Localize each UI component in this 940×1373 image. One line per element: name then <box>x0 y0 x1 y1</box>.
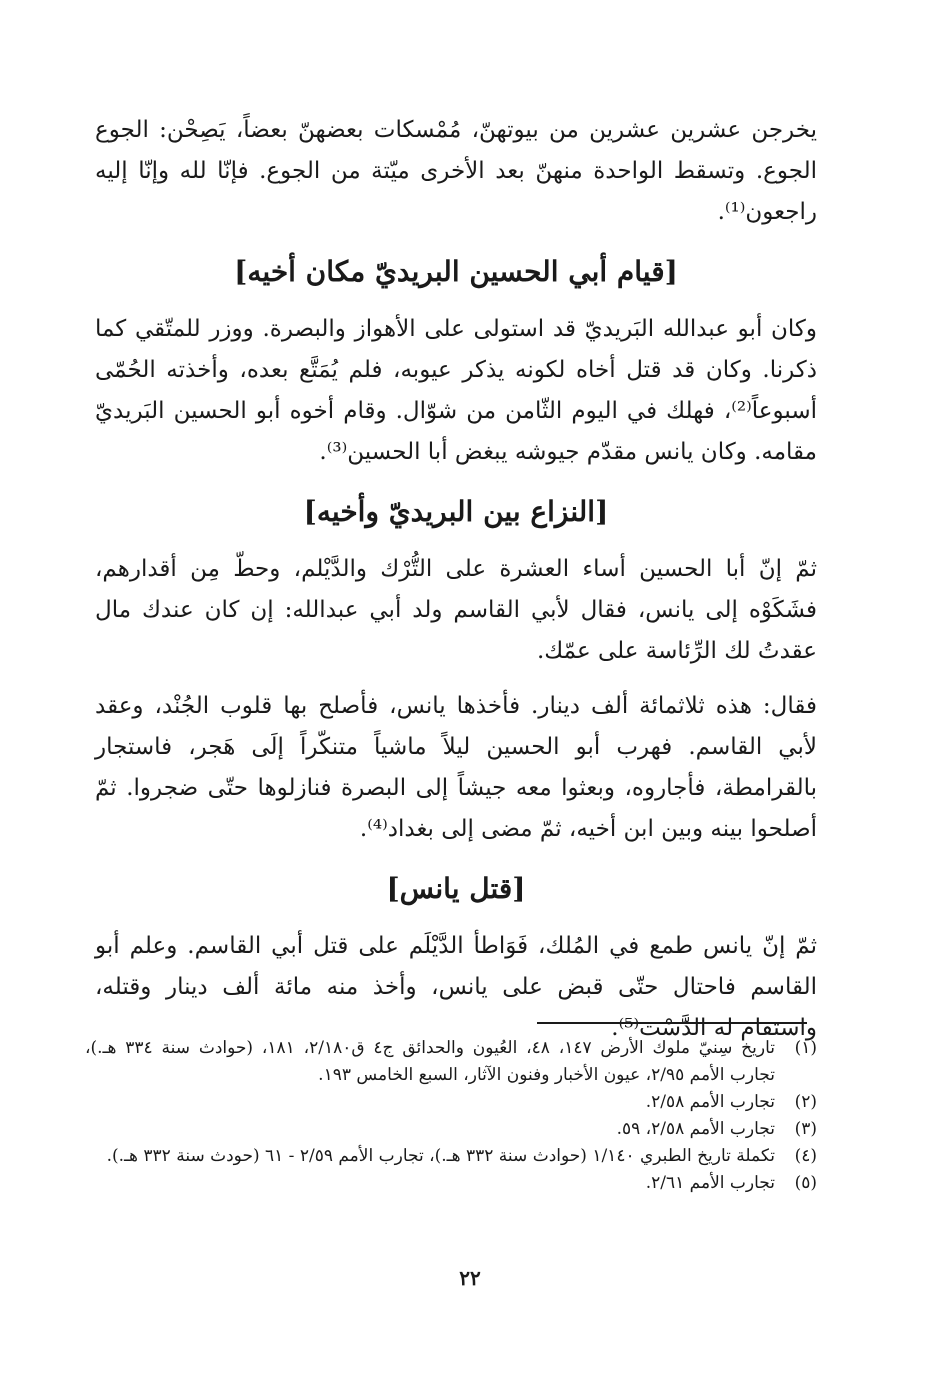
heading-dispute: [النزاع بين البريديّ وأخيه] <box>303 495 609 528</box>
footnote-text: تجارب الأمم ٢/٥٨، ٥٩. <box>616 1119 775 1139</box>
page-number: ٢٢ <box>459 1266 481 1290</box>
footnote-text: تجارب الأمم ٢/٥٨. <box>645 1092 775 1112</box>
paragraph-yanis: ثمّ إنّ يانس طمع في المُلك، فَوَاطأ الدَّيْلَم على قتل أبي القاسم. وعلم أبو القاسم فاحتال حتّى قبض على يانس، وأخذ منه مائة ألف دينار وقتله، واستقام له الدَّسْت⁽⁵⁾. <box>95 933 817 1041</box>
footnote-number: (٤) <box>794 1146 817 1166</box>
heading-abu-al-husayn-succession: [قيام أبي الحسين البريديّ مكان أخيه] <box>234 255 678 288</box>
footnote-2 <box>85 1089 817 1116</box>
paragraph-flight: فقال: هذه ثلاثمائة ألف دينار. فأخذها يانس، فأصلح بها قلوب الجُنْد، وعقد لأبي القاسم. فهرب أبو الحسين ليلاً ماشياً متنكّراً إلَى هَجر، فاستجار بالقرامطة، فأجاروه، وبعثوا معه جيشاً إلى البصرة فنازلوها حتّى ضجروا. ثمّ أصلحوا بينه وبين ابن أخيه، ثمّ مضى إلى بغداد⁽⁴⁾. <box>95 693 817 842</box>
footnote-number: (٥) <box>794 1173 817 1193</box>
footnote-text: تاريخ سِنيّ ملوك الأرض ١٤٧، ٤٨، العُيون والحدائق ج٤ ق٢/١٨٠، ١٨١، (حوادث سنة ٣٣٤ هـ.)، تجارب الأمم ٢/٩٥، عيون الأخبار وفنون الآثار، السبع الخامس ١٩٣. <box>85 1038 775 1085</box>
footnote-5 <box>85 1170 817 1197</box>
footnote-text: تكملة تاريخ الطبري ١/١٤٠ (حوادث سنة ٣٣٢ هـ.)، تجارب الأمم ٢/٥٩ - ٦١ (حودث سنة ٣٣٢ هـ.). <box>106 1146 775 1166</box>
footnote-3 <box>85 1116 817 1143</box>
main-text <box>95 110 817 1063</box>
footnote-number: (٢) <box>794 1092 817 1112</box>
footnote-number: (١) <box>794 1038 817 1058</box>
paragraph-famine: يخرجن عشرين عشرين من بيوتهنّ، مُمْسكات بعضهنّ بعضاً، يَصِحْن: الجوع الجوع. وتسقط الواحدة منهنّ بعد الأخرى ميّتة من الجوع. فإنّا لله وإنّا إليه راجعون⁽¹⁾. <box>95 117 817 225</box>
paragraph-abu-abdallah: وكان أبو عبدالله البَريديّ قد استولى على الأهواز والبصرة. ووزر للمتّقي كما ذكرنا. وكان قد قتل أخاه لكونه يذكر عيوبه، فلم يُمَتَّع بعده، وأخذته الحُمّى أسبوعاً⁽²⁾، فهلك في اليوم الثّامن من شوّال. وقام أخوه أبو الحسين البَريديّ مقامه. وكان يانس مقدّم جيوشه يبغض أبا الحسين⁽³⁾. <box>95 316 817 465</box>
footnote-4 <box>85 1143 817 1170</box>
footnote-text: تجارب الأمم ٢/٦١. <box>645 1173 775 1193</box>
footnote-divider <box>537 1022 807 1024</box>
footnotes <box>85 1035 817 1197</box>
footnote-1 <box>85 1035 817 1089</box>
footnote-number: (٣) <box>794 1119 817 1139</box>
paragraph-complaint: ثمّ إنّ أبا الحسين أساء العشرة على التُّرْك والدَّيْلم، وحطّ مِن أقدارهم، فشَكَوْه إلى يانس، فقال لأبي القاسم ولد أبي عبدالله: إن كان عندك مال عقدتُ لك الرِّئاسة على عمّك. <box>95 556 817 664</box>
heading-killing-of-yanis: [قتل يانس] <box>386 872 526 905</box>
